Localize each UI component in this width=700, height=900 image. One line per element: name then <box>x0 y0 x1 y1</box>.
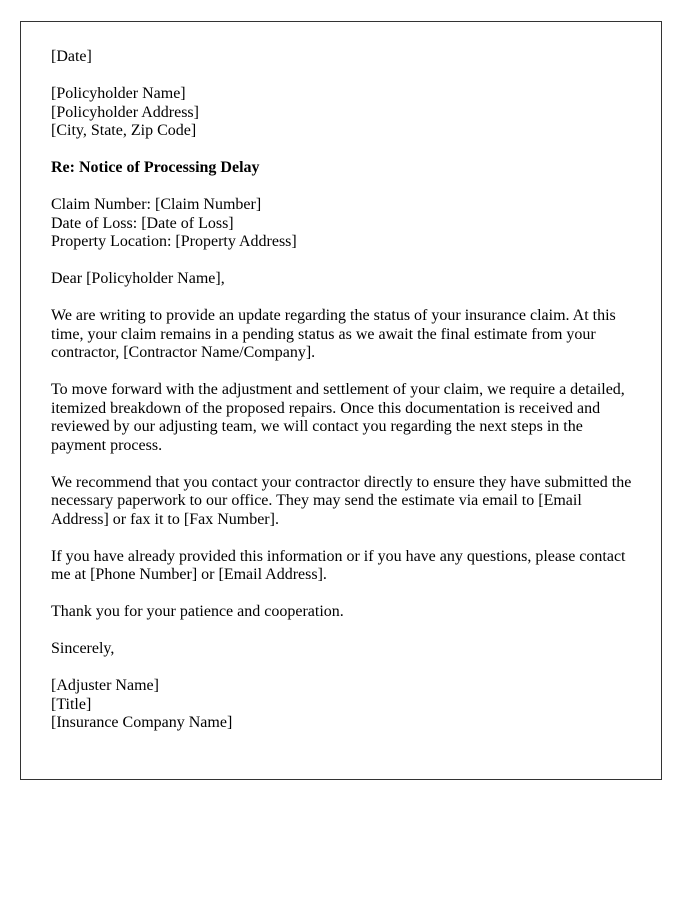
date-of-loss-line: Date of Loss: [Date of Loss] <box>51 214 234 232</box>
claim-number-line: Claim Number: [Claim Number] <box>51 196 262 213</box>
recipient-block <box>51 85 636 141</box>
paragraph-contact-info: If you have already provided this information or if you have any questions, please contact me at [Phone Number] or [Email Address]. <box>51 547 626 583</box>
adjuster-title-placeholder: [Title] <box>51 695 92 713</box>
insurance-company-placeholder: [Insurance Company Name] <box>51 714 233 731</box>
paragraph-contractor-recommendation: We recommend that you contact your contractor directly to ensure they have submitted the necessary paperwork to our office. They may send the estimate via email to [Email Address] or fax it to [Fax Number]. <box>51 473 632 528</box>
date-block <box>51 48 636 67</box>
subject-line: Re: Notice of Processing Delay <box>51 159 260 176</box>
salutation-line: Dear [Policyholder Name], <box>51 270 225 287</box>
paragraph-claim-status: We are writing to provide an update regarding the status of your insurance claim. At this time, your claim remains in a pending status as we await the final estimate from your contractor, [Contractor Name/Company]. <box>51 307 616 361</box>
policyholder-address-placeholder: [Policyholder Address] <box>51 103 199 121</box>
claim-details-block <box>51 196 636 252</box>
signature-block <box>51 677 636 733</box>
salutation-block <box>51 270 636 289</box>
paragraph-required-documentation: To move forward with the adjustment and settlement of your claim, we require a detailed, itemized breakdown of the proposed repairs. Once this documentation is received and reviewed by our adjusting team, we will contact you regarding the next steps in the payment process. <box>51 381 625 454</box>
property-location-line: Property Location: [Property Address] <box>51 233 297 250</box>
paragraph-thank-you: Thank you for your patience and cooperation. <box>51 603 344 620</box>
letter-body <box>51 48 636 733</box>
closing-line: Sincerely, <box>51 640 115 657</box>
policyholder-name-placeholder: [Policyholder Name] <box>51 85 186 102</box>
closing-block <box>51 640 636 659</box>
date-placeholder: [Date] <box>51 48 92 65</box>
adjuster-name-placeholder: [Adjuster Name] <box>51 677 159 694</box>
letter-page <box>20 21 662 780</box>
city-state-zip-placeholder: [City, State, Zip Code] <box>51 122 197 139</box>
subject-block <box>51 159 636 178</box>
